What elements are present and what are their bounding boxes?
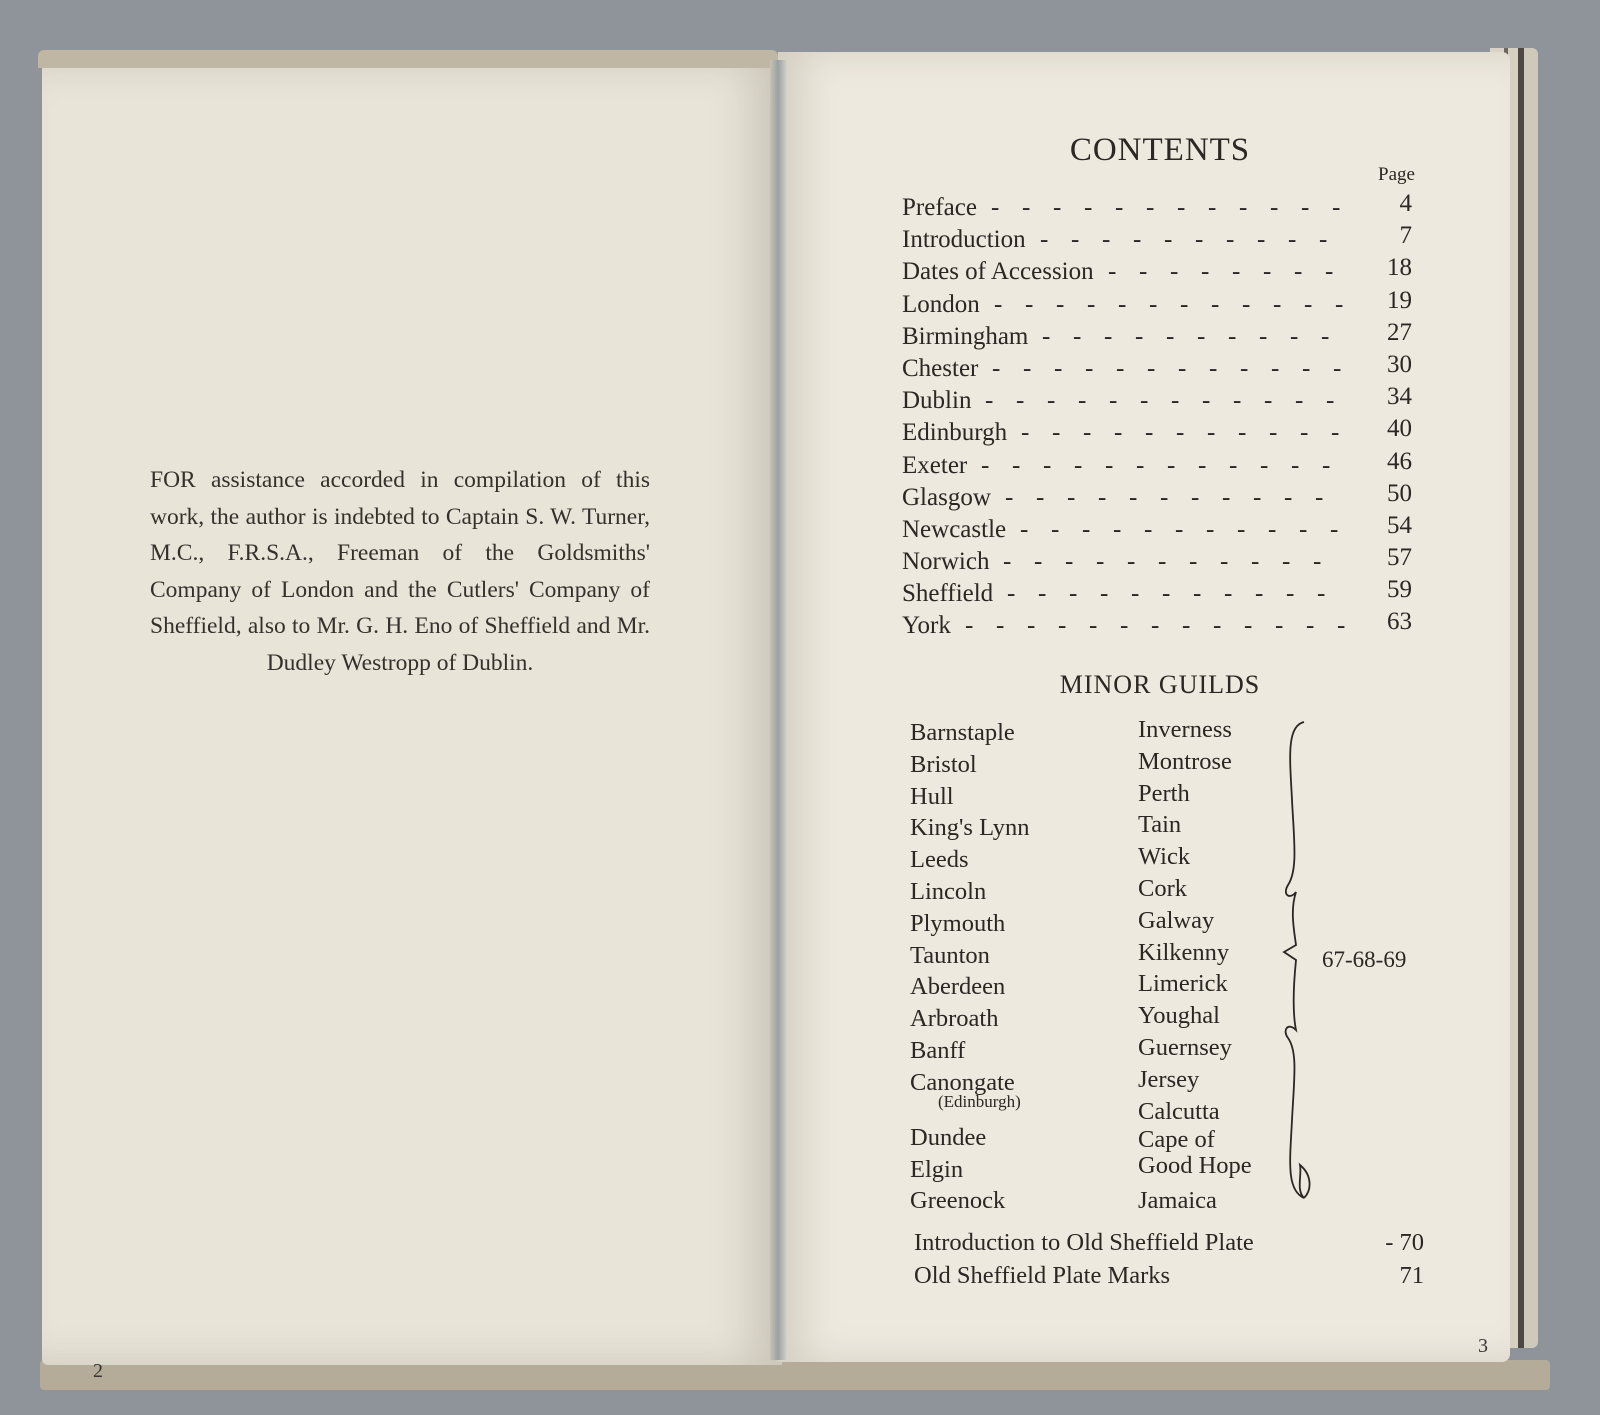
leader-dash: - [1244,612,1253,640]
guild-name [910,717,1029,749]
leader-dash: - [1268,515,1277,543]
leader-dash: - [1233,387,1242,415]
contents-entry [902,578,1412,610]
guild-label: Montrose [1138,747,1232,775]
leader-dash: - [1162,580,1171,608]
contents-entry-page: 30 [1387,350,1412,378]
leader-dash: - [1118,290,1127,318]
guild-label: Taunton [910,941,990,969]
leader-dash: - [1315,483,1324,511]
right-page-number: 3 [1478,1335,1488,1357]
guild-label: Barnstaple [910,719,1015,746]
leader-dash: - [1191,483,1200,511]
guild-name [910,781,1029,813]
leader-dash: - [1160,483,1169,511]
leader-dash: - [1177,194,1186,221]
leader-dash: - [1202,387,1211,415]
leader-dash: - [1321,322,1330,350]
guild-label: Leeds [910,846,969,874]
leader-dash: - [1335,290,1344,318]
guild-name [1138,873,1252,905]
leader-dash: - [1319,226,1328,254]
leader-dash: - [1083,419,1092,447]
leader-dash: - [1036,483,1045,511]
guild-name [910,749,1029,781]
leader-dash: - [1239,194,1248,221]
leader-dash: - [1167,451,1176,479]
contents-entry-page: 57 [1387,544,1412,572]
leader-dash: - [1222,483,1231,511]
leader-dash: - [1023,354,1032,382]
leader-dash: - [1271,354,1280,382]
leader-dash: - [1291,451,1300,479]
contents-entry-title: Newcastle [902,515,1007,543]
contents-entry [902,318,1412,353]
guild-label: Perth [1138,779,1190,807]
leader-dash: - [1242,290,1251,318]
leader-dash: - [992,354,1001,382]
leader-dash: - [1226,226,1235,254]
left-page-number: 2 [93,1360,103,1382]
contents-entry [902,417,1412,449]
dot-leader [902,385,1372,417]
contents-entry [902,385,1412,417]
leader-dash: - [1149,290,1158,318]
appendix-entry-page: 71 [1399,1262,1424,1289]
guild-label: Greenock [910,1187,1006,1215]
guild-name [910,1035,1029,1067]
contents-entry-page: 40 [1387,415,1412,443]
leader-dash: - [1071,226,1080,254]
minor-guilds-column-1 [910,717,1029,1217]
leader-dash: - [1027,612,1036,640]
leader-dash: - [1229,451,1238,479]
leader-dash: - [1139,258,1148,286]
guild-label: Tain [1138,811,1182,839]
contents-entry [902,192,1412,224]
leader-dash: - [1253,483,1262,511]
contents-entry-page: 19 [1387,286,1412,314]
leader-dash: - [1166,322,1175,350]
guild-note: (Edinburgh) [938,1091,1021,1111]
leader-dash: - [1051,515,1060,543]
leader-dash: - [1269,419,1278,447]
guild-label: Inverness [1138,716,1232,743]
leader-dash: - [1058,612,1067,640]
leader-dash: - [1127,548,1136,576]
leader-dash: - [1104,322,1113,350]
leader-dash: - [1089,612,1098,640]
leader-dash: - [1034,548,1043,576]
leader-dash: - [1078,387,1087,415]
leader-dash: - [981,451,990,479]
contents-entry [902,479,1412,514]
contents-entry-title: Exeter [902,451,968,479]
contents-entry-title: Dublin [902,387,972,415]
leader-dash: - [1133,226,1142,254]
leader-dash: - [1306,612,1315,640]
leader-dash: - [1337,612,1346,640]
guild-label-line2: Good Hope [1138,1152,1252,1180]
leader-dash: - [994,290,1003,318]
guild-label: Calcutta [1138,1097,1220,1125]
leader-dash: - [1047,387,1056,415]
guild-label: Lincoln [910,877,987,905]
leader-dash: - [1273,290,1282,318]
contents-entry-page: 59 [1387,576,1412,604]
guild-name [1138,778,1252,810]
contents-entry [902,447,1412,482]
leader-dash: - [1232,258,1241,286]
guild-name [910,1003,1029,1035]
leader-dash: - [1100,580,1109,608]
contents-entry-title: Sheffield [902,580,994,608]
leader-dash: - [1201,258,1210,286]
contents-entry-page: 18 [1387,254,1412,282]
leader-dash: - [1180,290,1189,318]
leader-dash: - [1182,612,1191,640]
contents-entry-page: 7 [1399,222,1412,250]
guild-name [1138,1000,1252,1032]
leader-dash: - [1116,354,1125,382]
guild-name [910,1067,1029,1122]
leader-dash: - [1114,419,1123,447]
leader-dash: - [1326,387,1335,415]
guild-label: Jersey [1138,1065,1200,1093]
leader-dash: - [1109,387,1118,415]
contents-entry-page: 50 [1387,479,1412,507]
leader-dash: - [1209,354,1218,382]
leader-dash: - [1325,258,1334,286]
leader-dash: - [1136,451,1145,479]
leader-dash: - [1260,451,1269,479]
guild-label: Jamaica [1138,1187,1217,1215]
guild-name [910,844,1029,876]
leader-dash: - [1259,322,1268,350]
leader-dash: - [1302,354,1311,382]
leader-dash: - [1211,290,1220,318]
contents-heading: CONTENTS [1069,132,1251,168]
leader-dash: - [1108,258,1117,286]
guild-label: Plymouth [910,909,1006,937]
leader-dash: - [1331,419,1340,447]
leader-dash: - [1012,451,1021,479]
contents-entry [902,610,1412,642]
leader-dash: - [1052,419,1061,447]
page-column-label: Page [1378,164,1415,185]
dot-leader [902,610,1372,642]
guild-label: Arbroath [910,1005,999,1033]
leader-dash: - [1098,483,1107,511]
contents-entry [902,286,1412,321]
leader-dash: - [1207,419,1216,447]
leader-dash: - [1151,612,1160,640]
guild-name [910,876,1029,908]
guild-label: Cork [1138,874,1187,902]
leader-dash: - [1102,226,1111,254]
leader-dash: - [1087,290,1096,318]
leader-dash: - [1105,451,1114,479]
leader-dash: - [1257,226,1266,254]
leader-dash: - [1251,548,1260,576]
leader-dash: - [1022,194,1031,221]
guild-label: Dundee [910,1123,987,1151]
guild-name [910,940,1029,972]
leader-dash: - [1193,580,1202,608]
leader-dash: - [1238,419,1247,447]
leader-dash: - [1301,194,1310,221]
leader-dash: - [1198,451,1207,479]
contents-entry-title: Dates of Accession [902,258,1094,286]
appendix-entry-title: Introduction to Old Sheffield Plate [914,1229,1254,1256]
contents-entry [902,256,1412,288]
guild-label: Cape of [1138,1126,1215,1154]
guild-name [1138,1127,1252,1185]
leader-dash: - [1213,612,1222,640]
acknowledgement-lead: FOR [150,467,196,493]
leader-dash: - [1240,354,1249,382]
guild-name [910,908,1029,940]
guild-label: Limerick [1138,970,1228,998]
leader-dash: - [1189,548,1198,576]
contents-entry-title: Chester [902,354,979,382]
leader-dash: - [1096,548,1105,576]
leader-dash: - [1317,580,1326,608]
contents-entry-title: Glasgow [902,483,991,511]
leader-dash: - [1171,387,1180,415]
guild-name [1138,1185,1252,1217]
leader-dash: - [1038,580,1047,608]
contents-entry-page: 63 [1387,608,1412,636]
leader-dash: - [1084,194,1093,221]
leader-dash: - [1003,548,1012,576]
leader-dash: - [1176,419,1185,447]
guild-name [1138,746,1252,778]
book-gutter [770,60,788,1360]
leader-dash: - [1040,226,1049,254]
leader-dash: - [1065,548,1074,576]
leader-dash: - [1284,483,1293,511]
leader-dash: - [1333,354,1342,382]
leader-dash: - [1313,548,1322,576]
leader-dash: - [1275,612,1284,640]
guild-label: Guernsey [1138,1033,1232,1061]
guild-label: Banff [910,1036,966,1064]
contents-entry-title: Norwich [902,548,990,576]
leader-dash: - [1146,194,1155,221]
contents-list [902,192,1412,643]
leader-dash: - [1264,387,1273,415]
minor-guilds-pages: 67-68-69 [1322,947,1407,972]
acknowledgement-paragraph [150,462,650,681]
leader-dash: - [1042,322,1051,350]
guild-label: Galway [1138,906,1215,934]
leader-dash: - [1164,226,1173,254]
leader-dash: - [1120,612,1129,640]
leader-dash: - [1082,515,1091,543]
guild-label: Wick [1138,843,1191,871]
leader-dash: - [1007,580,1016,608]
leader-dash: - [965,612,974,640]
acknowledgement-text: assistance accorded in compilation of this work, the author is indebted to Captain S. W. Turner, M.C., F.R.S.A., Freeman of the Goldsmiths' Company of London and the Cutlers' Company of Sheffield, also to Mr. G. H. Eno of Sheffield and Mr. Dudley Westropp of Dublin. [150,467,650,676]
leader-dash: - [1021,419,1030,447]
left-page [42,60,782,1365]
leader-dash: - [1300,419,1309,447]
contents-entry-title: Edinburgh [902,419,1008,447]
leader-dash: - [1147,354,1156,382]
leader-dash: - [1145,419,1154,447]
minor-guilds-heading: MINOR GUILDS [1059,670,1261,699]
leader-dash: - [1043,451,1052,479]
guild-name [1138,1032,1252,1064]
guild-label: Kilkenny [1138,938,1230,966]
leader-dash: - [1056,290,1065,318]
guild-name [910,812,1029,844]
guild-label: Hull [910,782,954,810]
leader-dash: - [1206,515,1215,543]
guild-name [1138,937,1252,969]
contents-entry [902,511,1412,546]
guild-label: Bristol [910,750,977,778]
leader-dash: - [1020,515,1029,543]
leader-dash: - [1085,354,1094,382]
leader-dash: - [1054,354,1063,382]
leader-dash: - [1304,290,1313,318]
contents-entry-title: London [902,290,980,318]
leader-dash: - [1295,387,1304,415]
leader-dash: - [1158,548,1167,576]
leader-dash: - [1294,258,1303,286]
leader-dash: - [1322,451,1331,479]
guild-label: Canongate [910,1068,1015,1096]
guild-name [910,1122,1029,1154]
leader-dash: - [1016,387,1025,415]
leader-dash: - [1237,515,1246,543]
leader-dash: - [1197,322,1206,350]
minor-guilds-column-2 [1138,714,1252,1217]
leader-dash: - [1131,580,1140,608]
leader-dash: - [996,612,1005,640]
appendix-entry-page: - 70 [1385,1229,1424,1256]
leader-dash: - [1228,322,1237,350]
guild-name [1138,1064,1252,1096]
contents-entry-page: 27 [1387,318,1412,346]
curly-brace-icon [1282,720,1322,1200]
contents-entry-title: York [902,612,951,640]
leader-dash: - [1286,580,1295,608]
guild-label: Elgin [910,1155,964,1183]
leader-dash: - [1144,515,1153,543]
guild-name [910,1185,1029,1217]
leader-dash: - [1113,515,1122,543]
guild-name [1138,841,1252,873]
leader-dash: - [1135,322,1144,350]
appendix-contents-list [914,1226,1424,1292]
leader-dash: - [1178,354,1187,382]
leader-dash: - [991,194,1000,221]
leader-dash: - [1330,515,1339,543]
guild-label: King's Lynn [910,814,1030,842]
contents-entry [902,546,1412,578]
leader-dash: - [1074,451,1083,479]
contents-entry [902,350,1412,385]
contents-entry-title: Preface [902,194,977,221]
leader-dash: - [1005,483,1014,511]
guild-name [1138,1096,1252,1128]
leader-dash: - [985,387,994,415]
guild-name [910,1154,1029,1186]
leader-dash: - [1025,290,1034,318]
leader-dash: - [1255,580,1264,608]
guild-name [1138,809,1252,841]
contents-entry-page: 4 [1399,190,1412,217]
contents-entry-page: 54 [1387,511,1412,539]
leader-dash: - [1067,483,1076,511]
guild-name [1138,905,1252,937]
leader-dash: - [1053,194,1062,221]
guild-label: Aberdeen [910,973,1006,1001]
guild-name [1138,714,1252,746]
leader-dash: - [1263,258,1272,286]
contents-entry [902,224,1412,256]
dot-leader [902,450,1372,482]
contents-entry-title: Birmingham [902,322,1029,350]
contents-entry-title: Introduction [902,226,1026,254]
leader-dash: - [1129,483,1138,511]
leader-dash: - [1170,258,1179,286]
appendix-entry [914,1259,1424,1292]
leader-dash: - [1220,548,1229,576]
leader-dash: - [1195,226,1204,254]
leader-dash: - [1115,194,1124,221]
guild-name [1138,968,1252,1000]
contents-entry-page: 46 [1387,447,1412,475]
contents-entry-page: 34 [1387,383,1412,411]
leader-dash: - [1282,548,1291,576]
leader-dash: - [1208,194,1217,221]
leader-dash: - [1288,226,1297,254]
leader-dash: - [1073,322,1082,350]
leader-dash: - [1299,515,1308,543]
leader-dash: - [1332,194,1341,221]
leader-dash: - [1290,322,1299,350]
leader-dash: - [1270,194,1279,221]
leader-dash: - [1175,515,1184,543]
appendix-entry-title: Old Sheffield Plate Marks [914,1262,1171,1289]
guild-label: Youghal [1138,1002,1220,1030]
appendix-entry [914,1226,1424,1259]
leader-dash: - [1224,580,1233,608]
guild-name [910,971,1029,1003]
leader-dash: - [1140,387,1149,415]
leader-dash: - [1069,580,1078,608]
